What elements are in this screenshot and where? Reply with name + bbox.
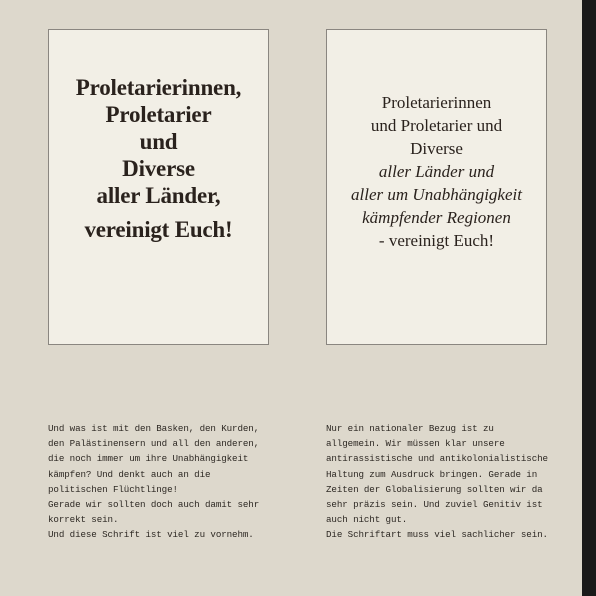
- poster-left-line: aller Länder,: [96, 183, 221, 208]
- poster-left-line: Diverse: [122, 156, 195, 181]
- note-line: Gerade wir sollten doch auch damit sehr: [48, 499, 260, 511]
- note-line: politischen Flüchtlinge!: [48, 483, 178, 495]
- note-line: allgemein. Wir müssen klar unsere: [326, 438, 505, 450]
- poster-right-line: und Proletarier und: [370, 116, 503, 135]
- poster-left-line: Proletarierinnen,: [75, 75, 242, 100]
- poster-left-line: vereinigt Euch!: [84, 217, 233, 242]
- critique-note-right: [326, 421, 558, 543]
- poster-card-right: [326, 29, 547, 345]
- note-line: Nur ein nationaler Bezug ist zu: [326, 423, 494, 434]
- poster-right-line: kämpfender Regionen: [362, 208, 511, 227]
- poster-right-text: [327, 91, 546, 252]
- note-line: kämpfen? Und denkt auch an die: [48, 468, 211, 480]
- note-line: Haltung zum Ausdruck bringen. Gerade in: [326, 468, 538, 480]
- poster-right-line: Diverse: [410, 139, 463, 158]
- poster-card-left: [48, 29, 269, 345]
- note-line: Und was ist mit den Basken, den Kurden,: [48, 423, 260, 434]
- note-line: den Palästinensern und all den anderen,: [48, 438, 260, 450]
- poster-right-line: Proletarierinnen: [381, 93, 492, 112]
- poster-left-text: [49, 74, 268, 243]
- note-line: antirassistische und antikolonialistische: [326, 453, 548, 465]
- poster-right-line: aller um Unabhängigkeit: [351, 185, 522, 204]
- note-line: Und diese Schrift ist viel zu vornehm.: [48, 529, 254, 541]
- poster-left-line: und: [139, 129, 178, 154]
- note-line: korrekt sein.: [48, 514, 119, 526]
- critique-note-left: [48, 421, 280, 543]
- poster-right-line: aller Länder und: [378, 162, 495, 181]
- poster-right-line: - vereinigt Euch!: [378, 231, 495, 250]
- note-line: Zeiten der Globalisierung sollten wir da: [326, 483, 543, 495]
- note-line: Die Schriftart muss viel sachlicher sein.: [326, 529, 548, 541]
- right-edge-bar: [582, 0, 596, 596]
- poster-left-line: Proletarier: [105, 102, 212, 127]
- note-line: auch nicht gut.: [326, 514, 408, 526]
- note-line: die noch immer um ihre Unabhängigkeit: [48, 453, 249, 465]
- note-line: sehr präzis sein. Und zuviel Genitiv ist: [326, 499, 543, 511]
